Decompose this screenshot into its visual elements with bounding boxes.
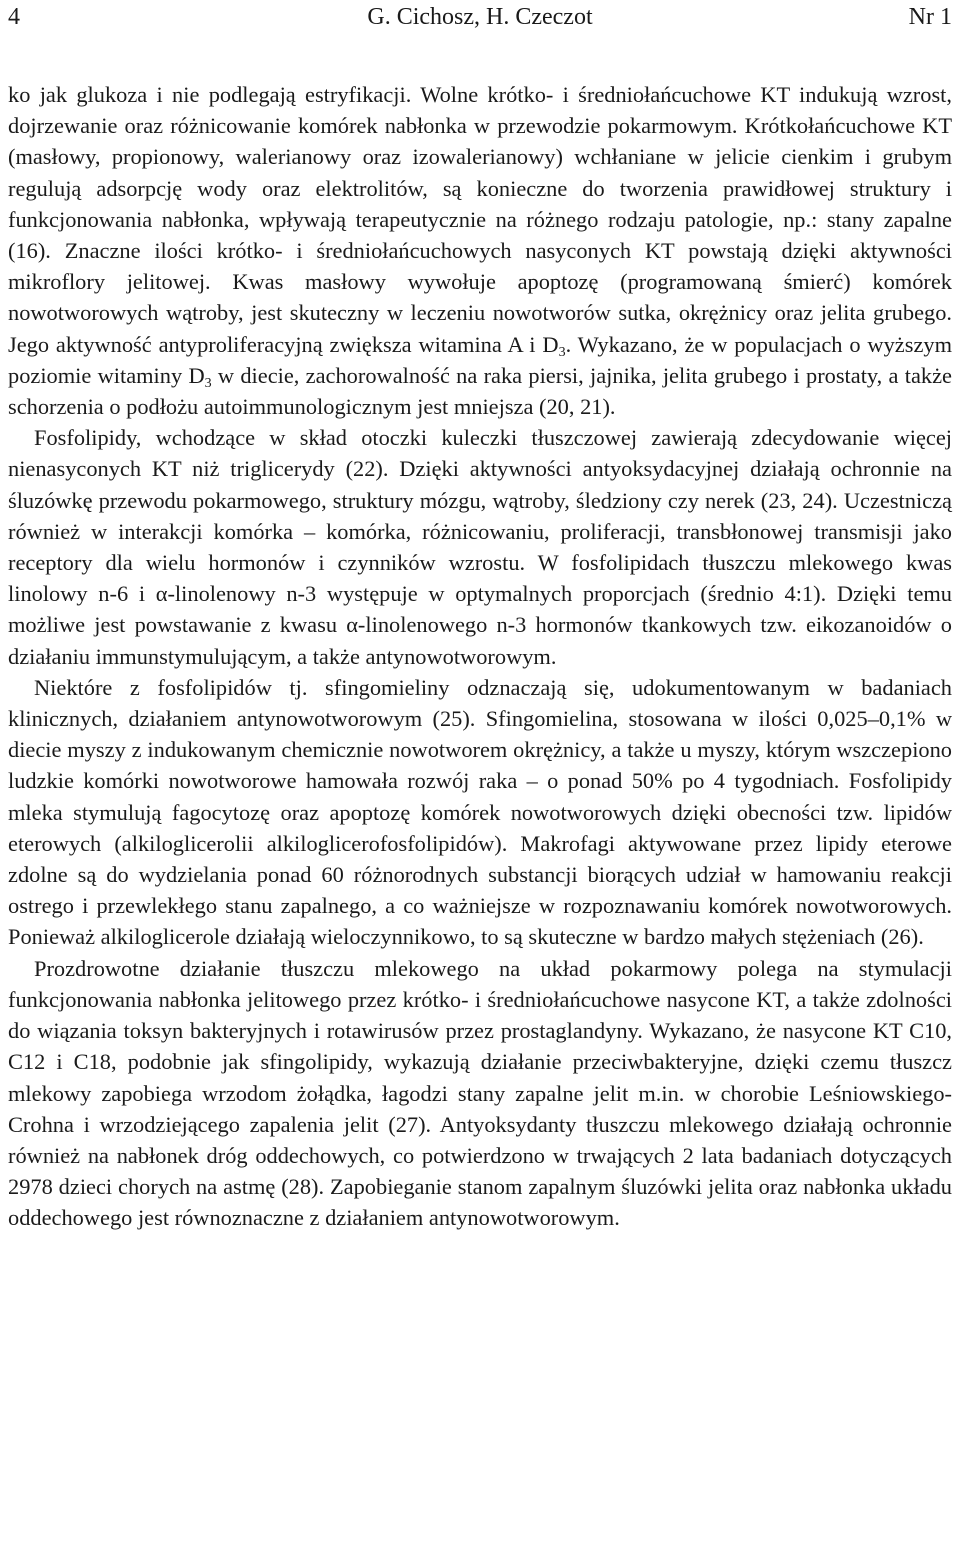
paragraph-3: Niektóre z fosfolipidów tj. sfingomieliny odznaczają się, udokumentowanym w badaniach klinicznych, działaniem antynowotworowym (25). Sfingomielina, stosowana w ilości 0,025–0,1% w diecie myszy z indukowanym chemicznie nowotworem okrężnicy, a także u myszy, którym wszczepiono ludzkie komórki nowotworowe hamowała rozwój raka – o ponad 50% po 4 tygodniach. Fosfolipidy mleka stymulują fagocytozę oraz apoptozę komórek nowotworowych dzięki obecności tzw. lipidów eterowych (alkiloglicerolii alkiloglicerofosfolipidów). Makrofagi aktywowane przez lipidy eterowe zdolne są do wydzielania ponad 60 różnorodnych substancji biorących udział w hamowaniu reakcji ostrego i przewlekłego stanu zapalnego, a co ważniejsze w rozpoznawaniu komórek nowotworowych. Ponieważ alkiloglicerole działają wieloczynnikowo, to są skuteczne w bardzo małych stężeniach (26).	[8, 674, 952, 950]
paragraph-4: Prozdrowotne działanie tłuszczu mlekowego na układ pokarmowy polega na stymulacji funkcjonowania nabłonka jelitowego przez krótko- i średniołańcuchowe nasycone KT, a także zdolności do wiązania toksyn bakteryjnych i rotawirusów przez prostaglandyny. Wykazano, że nasycone KT C10, C12 i C18, podobnie jak sfingolipidy, wykazują działanie przeciwbakteryjne, dzięki czemu tłuszcz mlekowy zapobiega wrzodom żołądka, łagodzi stany zapalne jelit m.in. w chorobie Leśniowskiego-Crohna i wrzodziejącego zapalenia jelit (27). Antyoksydanty tłuszczu mlekowego działają ochronnie również na nabłonek dróg oddechowych, co potwierdzono w trwających 2 lata badaniach dotyczących 2978 dzieci chorych na astmę (28). Zapobieganie stanom zapalnym śluzówki jelita oraz nabłonka układu oddechowego jest równoznaczne z działaniem antynowotworowym.	[8, 955, 952, 1231]
paragraph-1-text-b: . Wykazano, że w populacjach o wyższym poziomie witaminy D	[8, 331, 953, 388]
running-header	[8, 0, 952, 34]
article-body	[8, 79, 952, 1234]
page-number: 4	[8, 4, 20, 30]
running-authors: G. Cichosz, H. Czeczot	[367, 4, 593, 30]
issue-number: Nr 1	[908, 4, 952, 30]
subscript-3: 3	[204, 375, 212, 391]
subscript-3: 3	[558, 344, 566, 360]
paragraph-2: Fosfolipidy, wchodzące w skład otoczki kuleczki tłuszczowej zawierają zdecydowanie więcej nienasyconych KT niż triglicerydy (22). Dzięki aktywności antyoksydacyjnej działają ochronnie na śluzówkę przewodu pokarmowego, struktury mózgu, wątroby, śledziony czy nerek (23, 24). Uczestniczą również w interakcji komórka – komórka, różnicowaniu, proliferacji, transbłonowej transmisji jako receptory dla wielu hormonów i czynników wzrostu. W fosfolipidach tłuszczu mlekowego kwas linolowy n-6 i α-linolenowy n-3 występuje w optymalnych proporcjach (średnio 4:1). Dzięki temu możliwe jest powstawanie z kwasu α-linolenowego n-3 hormonów tkankowych tzw. eikozanoidów o działaniu immunstymulującym, a także antynowotworowym.	[8, 425, 952, 669]
paragraph-1-text-a: ko jak glukoza i nie podlegają estryfikacji. Wolne krótko- i średniołańcuchowe KT indukują wzrost, dojrzewanie oraz różnicowanie komórek nabłonka w przewodzie pokarmowym. Krótkołańcuchowe KT (masłowy, propionowy, walerianowy oraz izowalerianowy) wchłaniane w jelicie cienkim i grubym regulują adsorpcję wody oraz elektrolitów, są konieczne do tworzenia prawidłowej struktury i funkcjonowania nabłonka, wpływają terapeutycznie na różnego rodzaju patologie, np.: stany zapalne (16). Znaczne ilości krótko- i średniołańcuchowych nasyconych KT powstają dzięki aktywności mikroflory jelitowej. Kwas masłowy wywołuje apoptozę (programowaną śmierć) komórek nowotworowych wątroby, jest skuteczny w leczeniu nowotworów sutka, okrężnicy oraz jelita grubego. Jego aktywność antyproliferacyjną zwiększa witamina A i D	[8, 82, 952, 357]
article-page	[8, 0, 952, 1234]
paragraph-1-text-c: w diecie, zachorowalność na raka piersi, jajnika, jelita grubego i prostaty, a także schorzenia o podłożu autoimmunologicznym jest mniejsza (20, 21).	[8, 362, 952, 420]
paragraph-1	[8, 79, 952, 422]
